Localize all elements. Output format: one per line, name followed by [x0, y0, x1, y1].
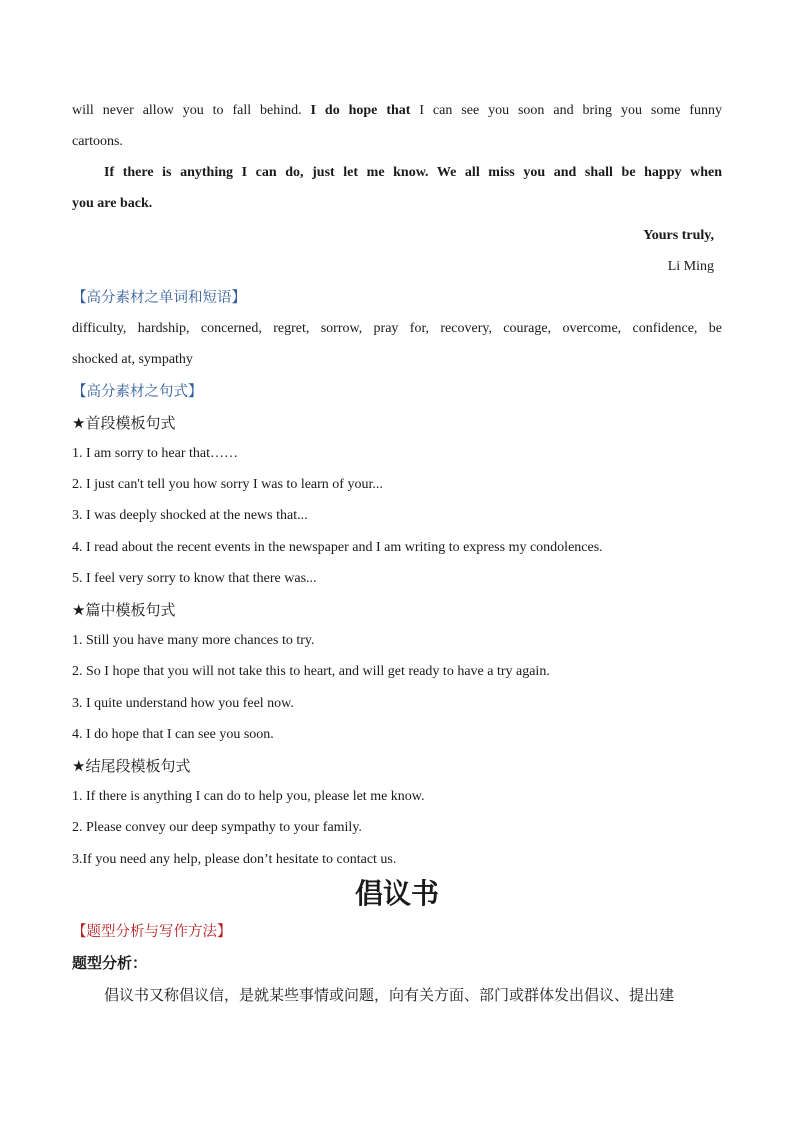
sentences-heading: 【高分素材之句式】: [72, 384, 203, 400]
opening-title: ★首段模板句式: [72, 414, 176, 432]
middle-title: ★篇中模板句式: [72, 601, 176, 619]
opening-item: 4. I read about the recent events in the newspaper and I am writing to express my condolences.: [72, 540, 603, 555]
ending-item: 1. If there is anything I can do to help you, please let me know.: [72, 789, 425, 804]
ending-title: ★结尾段模板句式: [72, 757, 191, 775]
middle-item: 4. I do hope that I can see you soon.: [72, 727, 274, 742]
letter-line-1-bold: I do hope that: [310, 103, 411, 118]
letter-line-1: [72, 101, 722, 121]
opening-item: 2. I just can't tell you how sorry I was to learn of your...: [72, 477, 383, 492]
letter-line-2: cartoons.: [72, 134, 123, 149]
analysis-heading: 【题型分析与写作方法】: [72, 924, 232, 940]
proposal-intro: 倡议书又称倡议信，是就某些事情或问题，向有关方面、部门或群体发出倡议、提出建: [104, 986, 675, 1004]
letter-line-3: If there is anything I can do, just let me know. We all miss you and shall be happy when: [104, 165, 722, 180]
ending-item: 2. Please convey our deep sympathy to your family.: [72, 820, 362, 835]
letter-closing: Yours truly,: [643, 228, 714, 243]
letter-line-1-post: I can see you soon and bring you some funny: [410, 103, 722, 118]
opening-item: 1. I am sorry to hear that……: [72, 446, 239, 461]
letter-line-4: you are back.: [72, 196, 153, 211]
middle-item: 2. So I hope that you will not take this to heart, and will get ready to have a try again.: [72, 664, 550, 679]
proposal-title: 倡议书: [354, 877, 439, 910]
middle-item: 1. Still you have many more chances to try.: [72, 633, 315, 648]
opening-item: 5. I feel very sorry to know that there was...: [72, 571, 317, 586]
vocab-line-2: shocked at, sympathy: [72, 352, 193, 367]
letter-signature: Li Ming: [667, 259, 714, 274]
vocab-line-1: difficulty, hardship, concerned, regret, sorrow, pray for, recovery, courage, overcome, confidence, be: [72, 321, 722, 336]
opening-item: 3. I was deeply shocked at the news that...: [72, 508, 308, 523]
type-analysis-label: 题型分析：: [72, 954, 148, 972]
ending-item: 3.If you need any help, please don’t hesitate to contact us.: [72, 852, 397, 867]
vocab-heading: 【高分素材之单词和短语】: [72, 290, 246, 306]
letter-line-1-pre: will never allow you to fall behind.: [72, 103, 311, 118]
middle-item: 3. I quite understand how you feel now.: [72, 696, 294, 711]
